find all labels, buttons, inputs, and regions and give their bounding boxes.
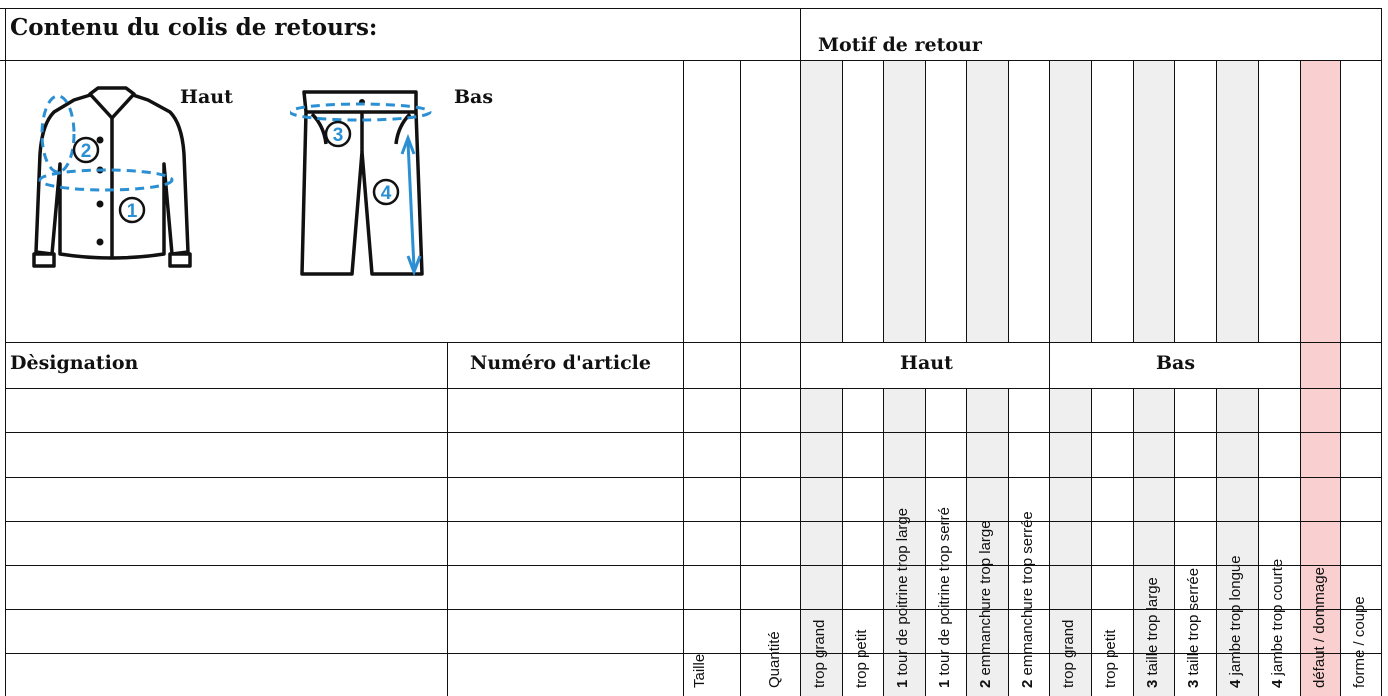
reason-number: 3 (1144, 675, 1161, 688)
taille-cell[interactable] (685, 523, 738, 563)
reason-checkbox[interactable] (1135, 479, 1172, 519)
reason-checkbox[interactable] (1093, 611, 1131, 651)
reason-label: emmanchure trop large (977, 520, 994, 676)
reason-checkbox[interactable] (1093, 655, 1131, 694)
reason-checkbox[interactable] (1342, 655, 1379, 694)
reason-checkbox[interactable] (968, 434, 1006, 475)
reason-checkbox[interactable] (1135, 611, 1172, 651)
taille-cell[interactable] (685, 567, 738, 607)
reason-checkbox[interactable] (1010, 390, 1047, 430)
reason-checkbox[interactable] (1051, 434, 1089, 475)
reason-checkbox[interactable] (885, 523, 923, 563)
reason-checkbox[interactable] (844, 567, 881, 607)
quantite-cell[interactable] (742, 655, 798, 694)
reason-checkbox[interactable] (1135, 523, 1172, 563)
article-cell[interactable] (449, 390, 681, 430)
reason-checkbox[interactable] (1342, 434, 1379, 475)
pants-icon (290, 82, 440, 278)
taille-cell[interactable] (685, 390, 738, 430)
reason-checkbox[interactable] (1218, 523, 1256, 563)
quantite-cell[interactable] (742, 523, 798, 563)
reason-checkbox[interactable] (1218, 567, 1256, 607)
reason-checkbox[interactable] (1176, 390, 1214, 430)
column-line (925, 60, 926, 342)
reason-checkbox[interactable] (1302, 523, 1338, 563)
quantite-cell[interactable] (742, 611, 798, 651)
table-row (0, 609, 1382, 653)
reason-checkbox[interactable] (1010, 479, 1047, 519)
title-rule-right (683, 60, 1382, 61)
table-row (0, 565, 1382, 609)
reason-checkbox[interactable] (1010, 655, 1047, 694)
reason-checkbox[interactable] (844, 390, 881, 430)
form-title: Contenu du colis de retours: (10, 14, 378, 41)
reason-checkbox[interactable] (1093, 479, 1131, 519)
column-quantite: Quantité (766, 631, 783, 688)
reason-checkbox[interactable] (844, 434, 881, 475)
reason-checkbox[interactable] (1342, 390, 1379, 430)
reason-label: trop petit (1102, 629, 1119, 688)
reason-checkbox[interactable] (927, 390, 964, 430)
reason-checkbox[interactable] (968, 611, 1006, 651)
article-cell[interactable] (449, 567, 681, 607)
reason-checkbox[interactable] (1051, 479, 1089, 519)
reason-checkbox[interactable] (1302, 655, 1338, 694)
reason-label: trop petit (853, 629, 870, 688)
reason-checkbox[interactable] (968, 390, 1006, 430)
reason-checkbox[interactable] (968, 567, 1006, 607)
reason-number: 2 (1019, 675, 1036, 688)
pants-mark-4: 4 (380, 183, 392, 204)
table-row (0, 521, 1382, 565)
designation-cell[interactable] (10, 479, 445, 519)
reason-checkbox[interactable] (1342, 523, 1379, 563)
reason-checkbox[interactable] (927, 611, 964, 651)
reason-label: taille trop serrée (1185, 567, 1202, 676)
reason-checkbox[interactable] (927, 655, 964, 694)
reason-checkbox[interactable] (1093, 523, 1131, 563)
reason-checkbox[interactable] (1218, 434, 1256, 475)
reason-checkbox[interactable] (802, 655, 840, 694)
reason-checkbox[interactable] (1218, 479, 1256, 519)
article-cell[interactable] (449, 479, 681, 519)
pants-mark-3: 3 (332, 125, 344, 146)
column-article: Numéro d'article (470, 352, 651, 374)
reason-checkbox[interactable] (885, 434, 923, 475)
shirt-icon (12, 84, 202, 272)
reason-number: 1 (894, 675, 911, 688)
table-row (0, 477, 1382, 521)
article-cell[interactable] (449, 434, 681, 475)
reason-label: tour de poitrine trop large (894, 507, 911, 676)
group-bas: Bas (1156, 352, 1196, 374)
reason-checkbox[interactable] (1093, 390, 1131, 430)
column-line (1174, 60, 1175, 342)
designation-cell[interactable] (10, 655, 445, 694)
designation-cell[interactable] (10, 434, 445, 475)
reason-checkbox[interactable] (844, 479, 881, 519)
reason-checkbox[interactable] (1302, 479, 1338, 519)
reason-checkbox[interactable] (844, 611, 881, 651)
reason-checkbox[interactable] (1051, 523, 1089, 563)
reason-checkbox[interactable] (968, 655, 1006, 694)
group-row-band (800, 342, 1300, 388)
column-designation: Dèsignation (10, 352, 139, 374)
article-cell[interactable] (449, 655, 681, 694)
reason-checkbox[interactable] (1135, 390, 1172, 430)
reason-checkbox[interactable] (1135, 434, 1172, 475)
reason-checkbox[interactable] (1176, 567, 1214, 607)
reason-checkbox[interactable] (1260, 479, 1298, 519)
quantite-cell[interactable] (742, 479, 798, 519)
reason-checkbox[interactable] (1342, 567, 1379, 607)
reason-number: 1 (936, 675, 953, 688)
row-line (5, 342, 1382, 343)
reason-label: défaut / dommage (1311, 567, 1328, 688)
taille-cell[interactable] (685, 479, 738, 519)
reason-checkbox[interactable] (1342, 479, 1379, 519)
reason-checkbox[interactable] (1135, 567, 1172, 607)
column-line (1258, 60, 1259, 342)
reason-checkbox[interactable] (802, 611, 840, 651)
table-row (0, 432, 1382, 477)
reason-checkbox[interactable] (927, 434, 964, 475)
reason-checkbox[interactable] (1010, 434, 1047, 475)
label-haut: Haut (180, 86, 233, 108)
table-row (0, 388, 1382, 432)
reason-checkbox[interactable] (802, 390, 840, 430)
reason-checkbox[interactable] (1010, 523, 1047, 563)
reason-checkbox[interactable] (1176, 523, 1214, 563)
shirt-mark-1: 1 (126, 201, 138, 222)
article-cell[interactable] (449, 523, 681, 563)
reason-checkbox[interactable] (927, 567, 964, 607)
reason-checkbox[interactable] (1176, 434, 1214, 475)
column-line (1008, 60, 1009, 342)
title-rule-left (0, 60, 800, 61)
top-border (0, 8, 1382, 9)
reason-checkbox[interactable] (1218, 611, 1256, 651)
taille-cell[interactable] (685, 611, 738, 651)
reason-checkbox[interactable] (885, 567, 923, 607)
reason-title: Motif de retour (818, 34, 982, 56)
reason-checkbox[interactable] (802, 523, 840, 563)
reason-checkbox[interactable] (1051, 390, 1089, 430)
column-line (1133, 60, 1134, 342)
column-line (883, 60, 884, 342)
quantite-cell[interactable] (742, 434, 798, 475)
reason-checkbox[interactable] (885, 611, 923, 651)
reason-checkbox[interactable] (1260, 434, 1298, 475)
column-line (966, 60, 967, 342)
reason-checkbox[interactable] (1093, 567, 1131, 607)
shirt-mark-2: 2 (80, 141, 92, 162)
reason-checkbox[interactable] (1260, 655, 1298, 694)
reason-checkbox[interactable] (802, 479, 840, 519)
taille-cell[interactable] (685, 434, 738, 475)
reason-checkbox[interactable] (1342, 611, 1379, 651)
reason-checkbox[interactable] (1135, 655, 1172, 694)
group-haut: Haut (900, 352, 953, 374)
reason-checkbox[interactable] (802, 434, 840, 475)
reason-label: trop grand (1060, 619, 1077, 688)
column-line (1091, 60, 1092, 342)
reason-checkbox[interactable] (1260, 390, 1298, 430)
reason-checkbox[interactable] (927, 479, 964, 519)
reason-label: forme / coupe (1351, 596, 1368, 688)
reason-checkbox[interactable] (1051, 655, 1089, 694)
designation-cell[interactable] (10, 611, 445, 651)
reason-label: jambe trop longue (1227, 555, 1244, 676)
reason-checkbox[interactable] (844, 523, 881, 563)
reason-checkbox[interactable] (1260, 611, 1298, 651)
reason-label: taille trop large (1144, 577, 1161, 676)
column-taille: Taille (691, 653, 708, 688)
reason-checkbox[interactable] (1260, 567, 1298, 607)
reason-checkbox[interactable] (1302, 611, 1338, 651)
reason-checkbox[interactable] (885, 479, 923, 519)
reason-checkbox[interactable] (968, 479, 1006, 519)
reason-checkbox[interactable] (844, 655, 881, 694)
reason-checkbox[interactable] (968, 523, 1006, 563)
reason-label: emmanchure trop serrée (1019, 511, 1036, 676)
taille-cell[interactable] (685, 655, 738, 694)
reason-checkbox[interactable] (1302, 390, 1338, 430)
reason-checkbox[interactable] (885, 390, 923, 430)
column-line (1216, 60, 1217, 342)
article-cell[interactable] (449, 611, 681, 651)
quantite-cell[interactable] (742, 390, 798, 430)
reason-label: trop grand (811, 619, 828, 688)
reason-checkbox[interactable] (1302, 567, 1338, 607)
reason-checkbox[interactable] (1176, 611, 1214, 651)
reason-checkbox[interactable] (1093, 434, 1131, 475)
label-bas: Bas (454, 86, 494, 108)
reason-number: 2 (977, 675, 994, 688)
reason-label: tour de poitrine trop serré (936, 507, 953, 676)
reason-number: 4 (1269, 675, 1286, 688)
reason-checkbox[interactable] (1010, 567, 1047, 607)
designation-cell[interactable] (10, 567, 445, 607)
designation-cell[interactable] (10, 390, 445, 430)
reason-checkbox[interactable] (927, 523, 964, 563)
designation-cell[interactable] (10, 523, 445, 563)
reason-checkbox[interactable] (1302, 434, 1338, 475)
reason-checkbox[interactable] (1218, 390, 1256, 430)
reason-number: 3 (1185, 675, 1202, 688)
reason-checkbox[interactable] (885, 655, 923, 694)
reason-checkbox[interactable] (1051, 567, 1089, 607)
reason-checkbox[interactable] (1176, 479, 1214, 519)
reason-checkbox[interactable] (1260, 523, 1298, 563)
column-line (842, 60, 843, 342)
reason-checkbox[interactable] (1010, 611, 1047, 651)
quantite-cell[interactable] (742, 567, 798, 607)
reason-number: 4 (1227, 675, 1244, 688)
reason-checkbox[interactable] (1051, 611, 1089, 651)
reason-checkbox[interactable] (1218, 655, 1256, 694)
reason-checkbox[interactable] (1176, 655, 1214, 694)
reason-checkbox[interactable] (802, 567, 840, 607)
reason-label: jambe trop courte (1269, 558, 1286, 676)
table-row (0, 653, 1382, 696)
